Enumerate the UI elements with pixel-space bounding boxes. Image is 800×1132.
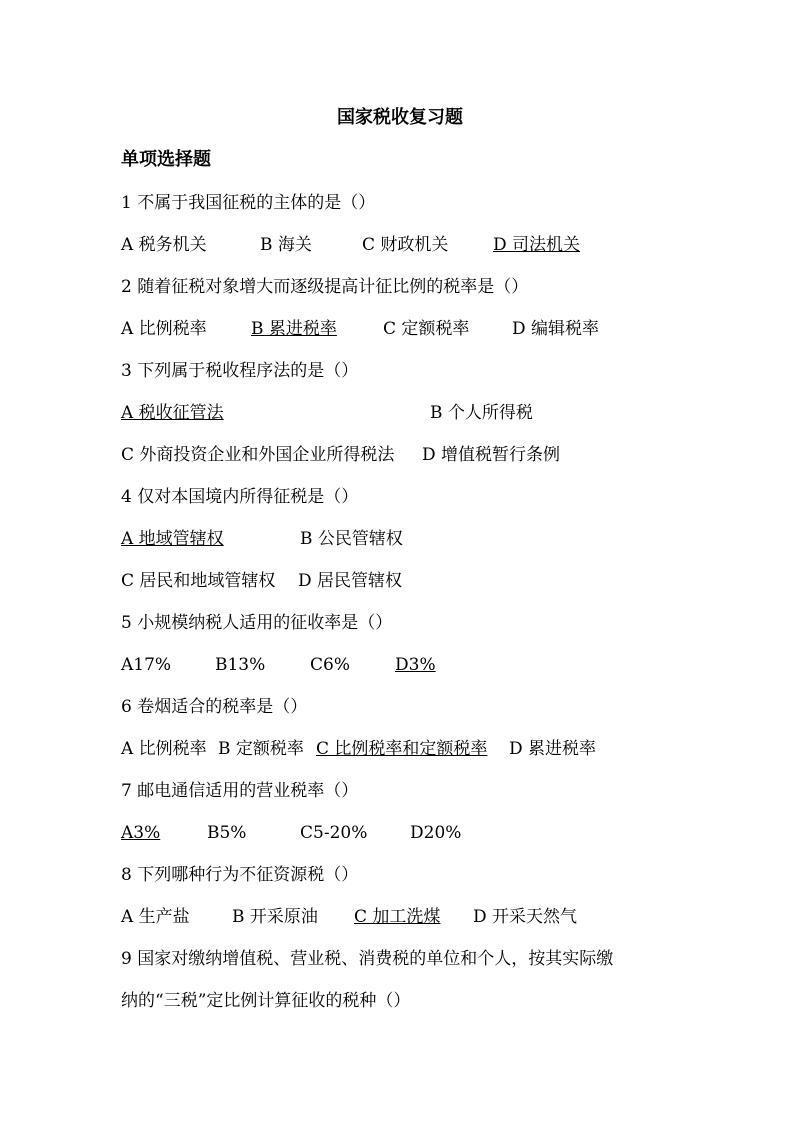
q3-option-d: D 增值税暂行条例	[422, 445, 561, 465]
q6-option-b: B 定额税率	[218, 739, 304, 759]
q8-option-d: D 开采天然气	[473, 907, 578, 927]
q8-option-c-answer: C 加工洗煤	[354, 907, 441, 927]
q4-option-a-answer: A 地域管辖权	[121, 529, 224, 549]
q4-option-b: B 公民管辖权	[300, 529, 403, 549]
q2-option-d: D 编辑税率	[512, 319, 600, 339]
q3-option-a-answer: A 税收征管法	[121, 403, 224, 423]
q1-option-a: A 税务机关	[121, 235, 207, 255]
q5-option-a: A17%	[121, 655, 172, 675]
q7-option-a-answer: A3%	[121, 823, 161, 843]
q1-option-d-answer: D 司法机关	[493, 235, 581, 255]
document-title: 国家税收复习题	[337, 107, 463, 128]
question-6: 6 卷烟适合的税率是（）	[121, 697, 308, 717]
q6-option-d: D 累进税率	[509, 739, 597, 759]
q2-option-c: C 定额税率	[383, 319, 470, 339]
q2-option-b-answer: B 累进税率	[251, 319, 337, 339]
q5-option-c: C6%	[310, 655, 350, 675]
q8-option-a: A 生产盐	[121, 907, 190, 927]
question-5: 5 小规模纳税人适用的征收率是（）	[121, 613, 393, 633]
q6-option-c-answer: C 比例税率和定额税率	[316, 739, 488, 759]
question-7: 7 邮电通信适用的营业税率（）	[121, 781, 359, 801]
question-2: 2 随着征税对象增大而逐级提高计征比例的税率是（）	[121, 277, 529, 297]
q1-option-c: C 财政机关	[362, 235, 449, 255]
q6-option-a: A 比例税率	[121, 739, 207, 759]
question-9-line-1: 9 国家对缴纳增值税、营业税、消费税的单位和个人，按其实际缴	[121, 949, 614, 969]
q4-option-c: C 居民和地域管辖权	[121, 571, 276, 591]
question-1: 1 不属于我国征税的主体的是（）	[121, 193, 376, 213]
q7-option-b: B5%	[207, 823, 247, 843]
question-4: 4 仅对本国境内所得征税是（）	[121, 487, 359, 507]
question-9-line-2: 纳的“三税”定比例计算征收的税种（）	[121, 991, 411, 1011]
question-8: 8 下列哪种行为不征资源税（）	[121, 865, 359, 885]
q8-option-b: B 开采原油	[232, 907, 318, 927]
section-heading: 单项选择题	[121, 149, 211, 170]
q2-option-a: A 比例税率	[121, 319, 207, 339]
q7-option-d: D20%	[410, 823, 462, 843]
q4-option-d: D 居民管辖权	[298, 571, 403, 591]
q5-option-b: B13%	[215, 655, 266, 675]
q3-option-b: B 个人所得税	[430, 403, 533, 423]
q7-option-c: C5-20%	[300, 823, 368, 843]
q5-option-d-answer: D3%	[395, 655, 436, 675]
question-3: 3 下列属于税收程序法的是（）	[121, 361, 359, 381]
q3-option-c: C 外商投资企业和外国企业所得税法	[121, 445, 395, 465]
q1-option-b: B 海关	[260, 235, 312, 255]
